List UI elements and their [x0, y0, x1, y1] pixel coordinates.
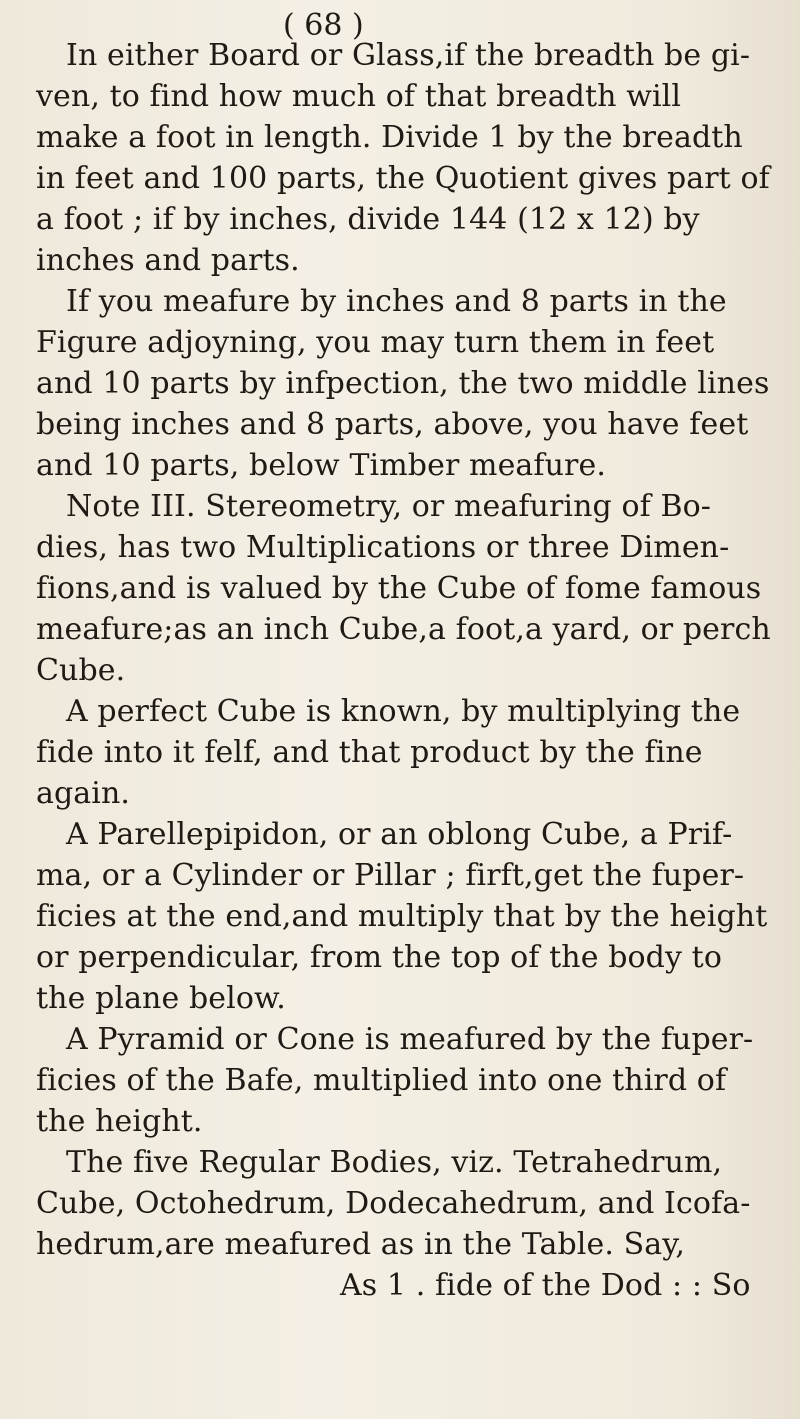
text-line: make a foot in length. Divide 1 by the breadth [36, 120, 743, 155]
text-line: If you meafure by inches and 8 parts in the [66, 284, 727, 319]
text-line: A Parellepipidon, or an oblong Cube, a Prif- [66, 817, 733, 852]
text-line: inches and parts. [36, 243, 300, 278]
text-line: or perpendicular, from the top of the body to [36, 940, 722, 975]
page-number: ( 68 ) [283, 8, 364, 43]
text-line: and 10 parts by infpection, the two middle lines [36, 366, 770, 401]
text-line: In either Board or Glass,if the breadth be gi- [66, 38, 751, 73]
text-line: in feet and 100 parts, the Quotient gives part of [36, 161, 770, 196]
text-line: being inches and 8 parts, above, you have feet [36, 407, 749, 442]
text-line: A Pyramid or Cone is meafured by the fuper- [66, 1022, 754, 1057]
text-line: meafure;as an inch Cube,a foot,a yard, or perch [36, 612, 771, 647]
text-line: the height. [36, 1104, 203, 1139]
text-line: and 10 parts, below Timber meafure. [36, 448, 606, 483]
text-line: Cube. [36, 653, 126, 688]
text-line: ficies at the end,and multiply that by the height [36, 899, 768, 934]
text-line: fide into it felf, and that product by the fine [36, 735, 703, 770]
text-line: fions,and is valued by the Cube of fome famous [36, 571, 762, 606]
text-line: hedrum,are meafured as in the Table. Say, [36, 1227, 685, 1262]
text-line: Figure adjoyning, you may turn them in feet [36, 325, 715, 360]
text-line: A perfect Cube is known, by multiplying the [66, 694, 741, 729]
text-line: As 1 . fide of the Dod : : So [340, 1268, 751, 1303]
text-line: again. [36, 776, 131, 811]
text-line: ficies of the Bafe, multiplied into one third of [36, 1063, 727, 1098]
text-line: Note III. Stereometry, or meafuring of Bo- [66, 489, 712, 524]
text-line: the plane below. [36, 981, 286, 1016]
text-line: dies, has two Multiplications or three Dimen- [36, 530, 730, 565]
text-line: ven, to find how much of that breadth will [36, 79, 682, 114]
text-line: ma, or a Cylinder or Pillar ; firft,get the fuper- [36, 858, 745, 893]
text-line: a foot ; if by inches, divide 144 (12 x 12) by [36, 202, 700, 237]
text-line: The five Regular Bodies, viz. Tetrahedrum, [66, 1145, 723, 1180]
text-line: Cube, Octohedrum, Dodecahedrum, and Icofa- [36, 1186, 751, 1221]
